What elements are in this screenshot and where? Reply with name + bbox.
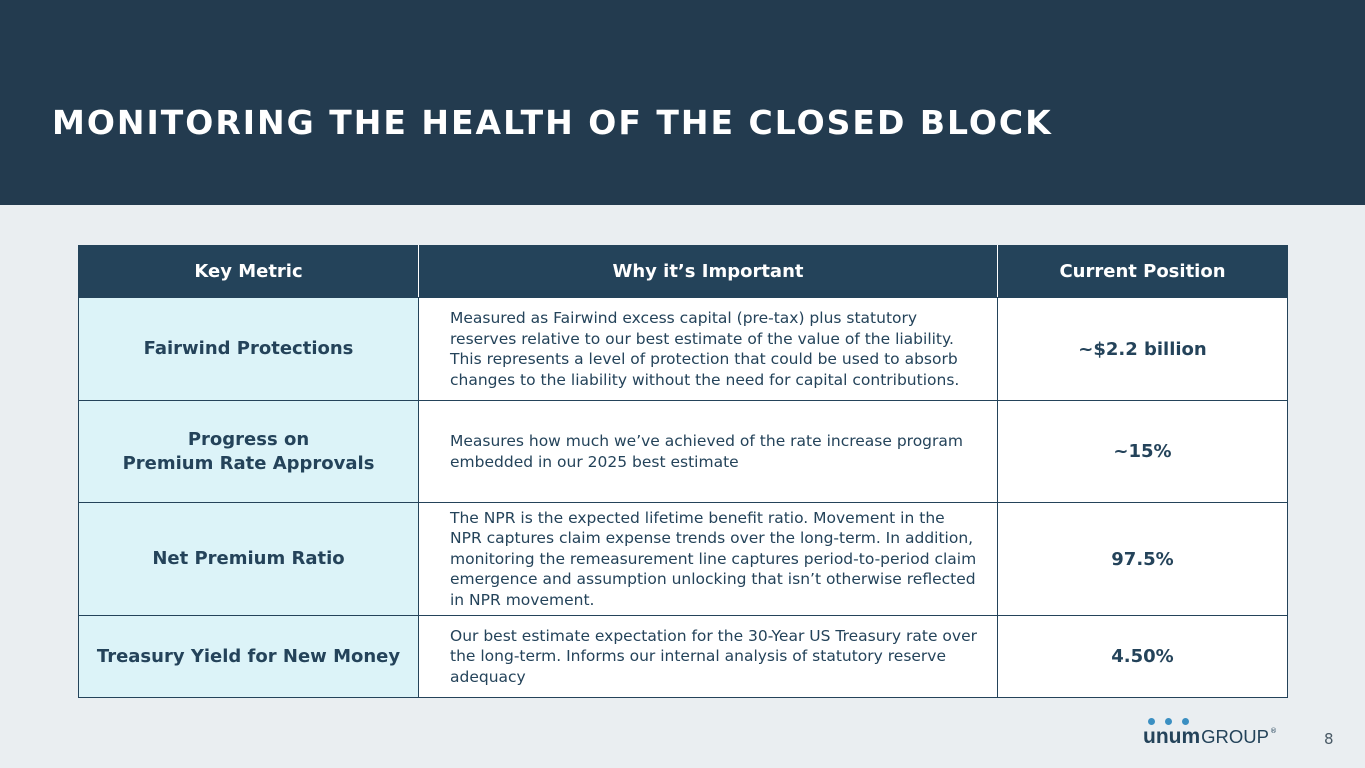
logo-dot-icon xyxy=(1148,718,1155,725)
metric-line: Premium Rate Approvals xyxy=(122,452,375,474)
logo-word: unum xyxy=(1143,725,1201,748)
metric-line: Progress on xyxy=(187,428,310,450)
current-position-cell: 4.50% xyxy=(998,616,1288,698)
table-row xyxy=(79,298,1288,401)
column-header-why-important: Why it’s Important xyxy=(419,246,998,298)
current-position-cell: ~$2.2 billion xyxy=(998,298,1288,401)
column-header-key-metric: Key Metric xyxy=(79,246,419,298)
unum-group-logo xyxy=(1143,718,1277,748)
logo-group-text: GROUP xyxy=(1201,726,1269,747)
table-row xyxy=(79,503,1288,616)
why-important-cell: The NPR is the expected lifetime benefit ratio. Movement in the NPR captures claim expense trends over the long-term. In addition, monitoring the remeasurement line captures period-to-period claim emergence and assumption unlocking that isn’t otherwise reflected in NPR movement. xyxy=(419,503,998,616)
table-row xyxy=(79,401,1288,503)
metric-cell: Net Premium Ratio xyxy=(79,503,419,616)
logo-dot-icon xyxy=(1165,718,1172,725)
why-important-cell: Measures how much we’ve achieved of the rate increase program embedded in our 2025 best estimate xyxy=(419,401,998,503)
header-band xyxy=(0,0,1365,205)
column-header-current-position: Current Position xyxy=(998,246,1288,298)
logo-dot-icon xyxy=(1182,718,1189,725)
metric-cell xyxy=(79,401,419,503)
page-title: MONITORING THE HEALTH OF THE CLOSED BLOCK xyxy=(52,103,1053,142)
logo-wordmark xyxy=(1143,718,1269,748)
current-position-cell: 97.5% xyxy=(998,503,1288,616)
metrics-table xyxy=(78,245,1288,698)
metric-cell: Treasury Yield for New Money xyxy=(79,616,419,698)
current-position-cell: ~15% xyxy=(998,401,1288,503)
table-row xyxy=(79,616,1288,698)
page-number: 8 xyxy=(1324,730,1334,748)
why-important-cell: Our best estimate expectation for the 30-Year US Treasury rate over the long-term. Informs our internal analysis of statutory reserve adequacy xyxy=(419,616,998,698)
table-header-row xyxy=(79,246,1288,298)
registered-mark: ® xyxy=(1270,727,1277,735)
metric-cell: Fairwind Protections xyxy=(79,298,419,401)
why-important-cell: Measured as Fairwind excess capital (pre-tax) plus statutory reserves relative to our best estimate of the value of the liability. This represents a level of protection that could be used to absorb changes to the liability without the need for capital contributions. xyxy=(419,298,998,401)
